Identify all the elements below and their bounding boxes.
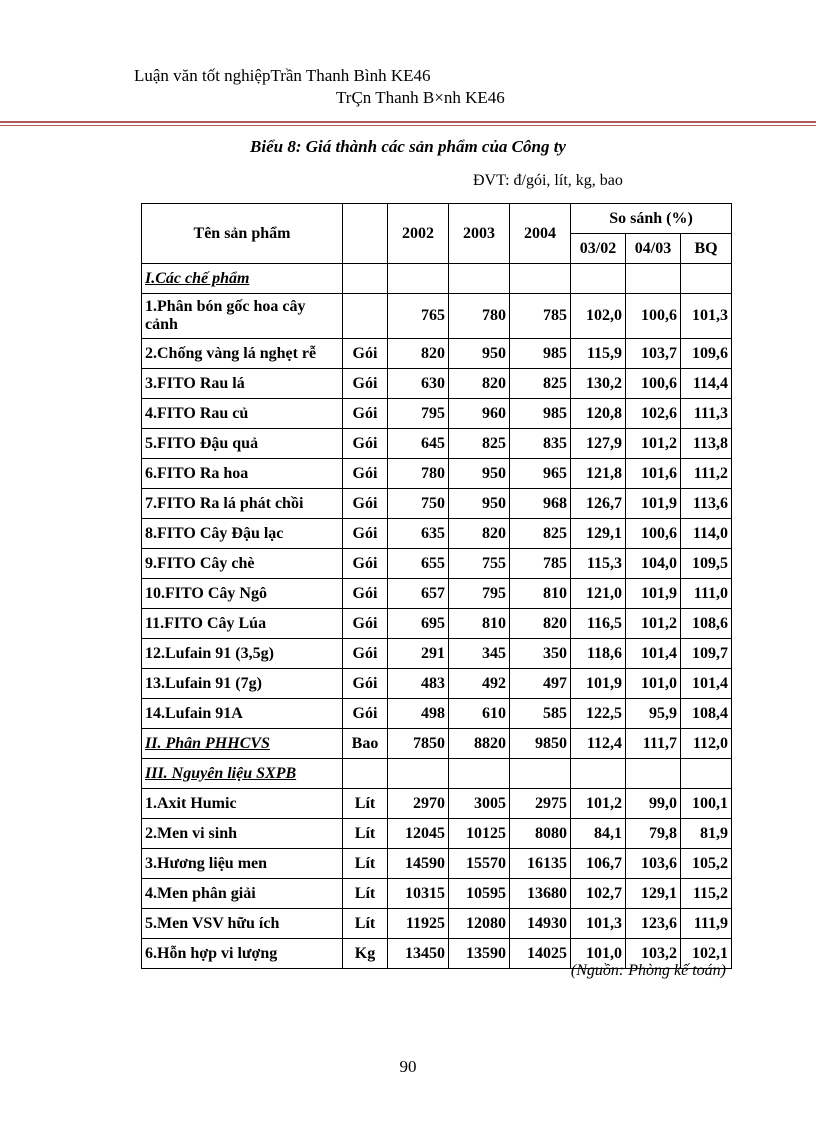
cell-c2: 101,6 xyxy=(626,459,681,489)
table-title: Biểu 8: Giá thành các sản phẩm của Công ty xyxy=(250,137,566,156)
cell-c1: 115,3 xyxy=(571,549,626,579)
cell-c3: 114,0 xyxy=(681,519,732,549)
table-row xyxy=(142,519,732,549)
cell-v2003: 3005 xyxy=(449,789,510,819)
cell-v2002: 11925 xyxy=(388,909,449,939)
cell-v2002: 750 xyxy=(388,489,449,519)
col-header-product: Tên sản phẩm xyxy=(142,204,343,264)
cell-v2003: 12080 xyxy=(449,909,510,939)
cell-unit: Gói xyxy=(343,609,388,639)
cell-c1: 102,7 xyxy=(571,879,626,909)
cell-c1: 116,5 xyxy=(571,609,626,639)
cell-v2003: 755 xyxy=(449,549,510,579)
cell-unit: Lít xyxy=(343,819,388,849)
cell-c2: 101,4 xyxy=(626,639,681,669)
cell-c2: 103,2 xyxy=(626,939,681,969)
table-row xyxy=(142,669,732,699)
cell-name: 8.FITO Cây Đậu lạc xyxy=(142,519,343,549)
cell-v2004: 968 xyxy=(510,489,571,519)
cell-name: 12.Lufain 91 (3,5g) xyxy=(142,639,343,669)
cell-v2002 xyxy=(388,759,449,789)
cell-name: 1.Axit Humic xyxy=(142,789,343,819)
cell-v2002: 10315 xyxy=(388,879,449,909)
cell-c1: 115,9 xyxy=(571,339,626,369)
cell-unit: Gói xyxy=(343,399,388,429)
cell-c2: 101,2 xyxy=(626,609,681,639)
cell-c3: 115,2 xyxy=(681,879,732,909)
cell-v2004: 785 xyxy=(510,549,571,579)
cell-v2002: 780 xyxy=(388,459,449,489)
cell-c1: 101,0 xyxy=(571,939,626,969)
cell-unit: Gói xyxy=(343,489,388,519)
price-table xyxy=(141,203,732,969)
cell-c2: 129,1 xyxy=(626,879,681,909)
cell-v2004: 835 xyxy=(510,429,571,459)
cell-unit xyxy=(343,294,388,339)
table-row xyxy=(142,459,732,489)
cell-name: 4.FITO Rau củ xyxy=(142,399,343,429)
table-row xyxy=(142,699,732,729)
cell-name: 3.Hương liệu men xyxy=(142,849,343,879)
cell-v2002: 483 xyxy=(388,669,449,699)
cell-c1 xyxy=(571,264,626,294)
table-row xyxy=(142,399,732,429)
cell-v2003: 950 xyxy=(449,459,510,489)
cell-c2: 101,9 xyxy=(626,579,681,609)
cell-c3 xyxy=(681,264,732,294)
col-header-2004: 2004 xyxy=(510,204,571,264)
cell-v2003: 345 xyxy=(449,639,510,669)
cell-name: 5.Men VSV hữu ích xyxy=(142,909,343,939)
cell-unit: Gói xyxy=(343,339,388,369)
col-header-compare: So sánh (%) xyxy=(571,204,732,234)
col-header-0302: 03/02 xyxy=(571,234,626,264)
cell-c2: 102,6 xyxy=(626,399,681,429)
cell-v2002: 655 xyxy=(388,549,449,579)
cell-unit: Gói xyxy=(343,369,388,399)
col-header-2003: 2003 xyxy=(449,204,510,264)
cell-c1: 101,9 xyxy=(571,669,626,699)
cell-v2004: 965 xyxy=(510,459,571,489)
table-row xyxy=(142,849,732,879)
cell-c3: 109,7 xyxy=(681,639,732,669)
cell-v2004: 820 xyxy=(510,609,571,639)
cell-v2002: 820 xyxy=(388,339,449,369)
cell-v2003: 610 xyxy=(449,699,510,729)
cell-name: 11.FITO Cây Lúa xyxy=(142,609,343,639)
table-row xyxy=(142,369,732,399)
cell-c3: 108,6 xyxy=(681,609,732,639)
cell-v2004: 825 xyxy=(510,519,571,549)
cell-name: 10.FITO Cây Ngô xyxy=(142,579,343,609)
cell-c1: 101,3 xyxy=(571,909,626,939)
cell-c1: 102,0 xyxy=(571,294,626,339)
cell-c3: 101,3 xyxy=(681,294,732,339)
col-header-2002: 2002 xyxy=(388,204,449,264)
cell-c2: 111,7 xyxy=(626,729,681,759)
cell-c3: 111,3 xyxy=(681,399,732,429)
cell-v2002: 14590 xyxy=(388,849,449,879)
cell-name: 7.FITO Ra lá phát chồi xyxy=(142,489,343,519)
cell-c3: 111,0 xyxy=(681,579,732,609)
cell-v2004: 13680 xyxy=(510,879,571,909)
cell-v2004: 14025 xyxy=(510,939,571,969)
cell-c1: 121,0 xyxy=(571,579,626,609)
cell-v2003: 492 xyxy=(449,669,510,699)
unit-note: ĐVT: đ/gói, lít, kg, bao xyxy=(473,172,623,189)
cell-name: II. Phân PHHCVS xyxy=(142,729,343,759)
cell-v2003: 10595 xyxy=(449,879,510,909)
cell-name: 9.FITO Cây chè xyxy=(142,549,343,579)
cell-v2004: 497 xyxy=(510,669,571,699)
cell-c2: 100,6 xyxy=(626,294,681,339)
cell-c2: 103,6 xyxy=(626,849,681,879)
cell-name: 5.FITO Đậu quả xyxy=(142,429,343,459)
source-note: (Nguồn: Phòng kế toán) xyxy=(570,962,726,979)
cell-name: 2.Chống vàng lá nghẹt rễ xyxy=(142,339,343,369)
table-row xyxy=(142,909,732,939)
cell-c1: 121,8 xyxy=(571,459,626,489)
cell-c2: 79,8 xyxy=(626,819,681,849)
cell-c3: 113,8 xyxy=(681,429,732,459)
cell-v2003: 8820 xyxy=(449,729,510,759)
cell-c3: 105,2 xyxy=(681,849,732,879)
cell-unit: Gói xyxy=(343,699,388,729)
cell-v2003: 780 xyxy=(449,294,510,339)
cell-name: 4.Men phân giải xyxy=(142,879,343,909)
cell-v2003: 13590 xyxy=(449,939,510,969)
cell-v2003: 15570 xyxy=(449,849,510,879)
cell-c2 xyxy=(626,759,681,789)
cell-v2003 xyxy=(449,264,510,294)
section-row xyxy=(142,759,732,789)
cell-name: III. Nguyên liệu SXPB xyxy=(142,759,343,789)
section-row xyxy=(142,264,732,294)
cell-v2004: 2975 xyxy=(510,789,571,819)
cell-v2004: 825 xyxy=(510,369,571,399)
cell-v2004: 9850 xyxy=(510,729,571,759)
cell-c1: 129,1 xyxy=(571,519,626,549)
cell-v2002: 13450 xyxy=(388,939,449,969)
cell-unit: Lít xyxy=(343,909,388,939)
table-row xyxy=(142,429,732,459)
cell-c1 xyxy=(571,759,626,789)
cell-v2003: 960 xyxy=(449,399,510,429)
header-divider xyxy=(0,121,816,123)
cell-v2002: 795 xyxy=(388,399,449,429)
cell-name: 2.Men vi sinh xyxy=(142,819,343,849)
col-header-bq: BQ xyxy=(681,234,732,264)
cell-c2: 101,0 xyxy=(626,669,681,699)
cell-unit xyxy=(343,264,388,294)
cell-c1: 130,2 xyxy=(571,369,626,399)
table-row xyxy=(142,639,732,669)
cell-c3: 113,6 xyxy=(681,489,732,519)
cell-name: 14.Lufain 91A xyxy=(142,699,343,729)
table-row xyxy=(142,789,732,819)
page-number: 90 xyxy=(399,1057,417,1076)
cell-v2003: 820 xyxy=(449,369,510,399)
col-header-unit xyxy=(343,204,388,264)
cell-unit: Gói xyxy=(343,669,388,699)
cell-v2004 xyxy=(510,264,571,294)
cell-unit: Kg xyxy=(343,939,388,969)
cell-c1: 84,1 xyxy=(571,819,626,849)
cell-c1: 106,7 xyxy=(571,849,626,879)
cell-v2004: 810 xyxy=(510,579,571,609)
cell-c3: 81,9 xyxy=(681,819,732,849)
cell-c3: 114,4 xyxy=(681,369,732,399)
cell-v2004: 16135 xyxy=(510,849,571,879)
cell-c3: 112,0 xyxy=(681,729,732,759)
cell-unit: Gói xyxy=(343,429,388,459)
cell-v2003: 795 xyxy=(449,579,510,609)
cell-c2: 101,2 xyxy=(626,429,681,459)
cell-unit: Gói xyxy=(343,639,388,669)
cell-c1: 112,4 xyxy=(571,729,626,759)
cell-v2003: 10125 xyxy=(449,819,510,849)
cell-v2004: 985 xyxy=(510,339,571,369)
cell-unit: Gói xyxy=(343,549,388,579)
table-row xyxy=(142,489,732,519)
cell-name: 13.Lufain 91 (7g) xyxy=(142,669,343,699)
cell-c3: 100,1 xyxy=(681,789,732,819)
table-row xyxy=(142,549,732,579)
cell-v2002: 498 xyxy=(388,699,449,729)
cell-unit: Gói xyxy=(343,579,388,609)
table-row xyxy=(142,579,732,609)
cell-c2: 95,9 xyxy=(626,699,681,729)
cell-v2003: 820 xyxy=(449,519,510,549)
cell-v2004: 8080 xyxy=(510,819,571,849)
header-line-1: Luận văn tốt nghiệpTrần Thanh Bình KE46 xyxy=(134,66,431,85)
cell-unit xyxy=(343,759,388,789)
cell-v2003: 950 xyxy=(449,339,510,369)
cell-v2002: 291 xyxy=(388,639,449,669)
table-row xyxy=(142,609,732,639)
cell-c3: 101,4 xyxy=(681,669,732,699)
cell-v2002: 657 xyxy=(388,579,449,609)
cell-c2: 101,9 xyxy=(626,489,681,519)
cell-v2002: 765 xyxy=(388,294,449,339)
cell-c2: 123,6 xyxy=(626,909,681,939)
table-row xyxy=(142,339,732,369)
cell-c1: 120,8 xyxy=(571,399,626,429)
cell-v2004: 785 xyxy=(510,294,571,339)
cell-name: 6.FITO Ra hoa xyxy=(142,459,343,489)
cell-v2002: 7850 xyxy=(388,729,449,759)
cell-v2003: 950 xyxy=(449,489,510,519)
cell-unit: Lít xyxy=(343,789,388,819)
cell-v2004: 985 xyxy=(510,399,571,429)
cell-c2: 104,0 xyxy=(626,549,681,579)
cell-c1: 101,2 xyxy=(571,789,626,819)
cell-name: 3.FITO Rau lá xyxy=(142,369,343,399)
cell-c3: 102,1 xyxy=(681,939,732,969)
cell-v2002: 695 xyxy=(388,609,449,639)
cell-c1: 127,9 xyxy=(571,429,626,459)
header-divider-thin xyxy=(0,125,816,126)
cell-c1: 126,7 xyxy=(571,489,626,519)
cell-c2 xyxy=(626,264,681,294)
cell-c3: 111,9 xyxy=(681,909,732,939)
cell-v2002: 630 xyxy=(388,369,449,399)
cell-c2: 103,7 xyxy=(626,339,681,369)
section-row xyxy=(142,729,732,759)
col-header-0403: 04/03 xyxy=(626,234,681,264)
cell-c3: 109,6 xyxy=(681,339,732,369)
cell-v2003: 810 xyxy=(449,609,510,639)
table-row xyxy=(142,294,732,339)
cell-v2002: 12045 xyxy=(388,819,449,849)
cell-c3: 109,5 xyxy=(681,549,732,579)
cell-v2002: 2970 xyxy=(388,789,449,819)
cell-v2004: 14930 xyxy=(510,909,571,939)
cell-unit: Gói xyxy=(343,459,388,489)
cell-name: 1.Phân bón gốc hoa cây cảnh xyxy=(142,294,343,339)
cell-unit: Lít xyxy=(343,879,388,909)
cell-c1: 118,6 xyxy=(571,639,626,669)
cell-c2: 100,6 xyxy=(626,519,681,549)
cell-c2: 99,0 xyxy=(626,789,681,819)
cell-v2002: 645 xyxy=(388,429,449,459)
cell-v2002 xyxy=(388,264,449,294)
cell-c1: 122,5 xyxy=(571,699,626,729)
cell-unit: Gói xyxy=(343,519,388,549)
cell-v2004 xyxy=(510,759,571,789)
cell-v2003: 825 xyxy=(449,429,510,459)
table-row xyxy=(142,819,732,849)
cell-v2003 xyxy=(449,759,510,789)
cell-v2002: 635 xyxy=(388,519,449,549)
cell-v2004: 585 xyxy=(510,699,571,729)
header-line-2: TrÇn Thanh B×nh KE46 xyxy=(336,88,505,107)
cell-c3: 108,4 xyxy=(681,699,732,729)
cell-c3: 111,2 xyxy=(681,459,732,489)
cell-c2: 100,6 xyxy=(626,369,681,399)
cell-name: I.Các chế phẩm xyxy=(142,264,343,294)
table-row xyxy=(142,879,732,909)
cell-name: 6.Hỗn hợp vi lượng xyxy=(142,939,343,969)
cell-unit: Lít xyxy=(343,849,388,879)
cell-v2004: 350 xyxy=(510,639,571,669)
cell-unit: Bao xyxy=(343,729,388,759)
cell-c3 xyxy=(681,759,732,789)
